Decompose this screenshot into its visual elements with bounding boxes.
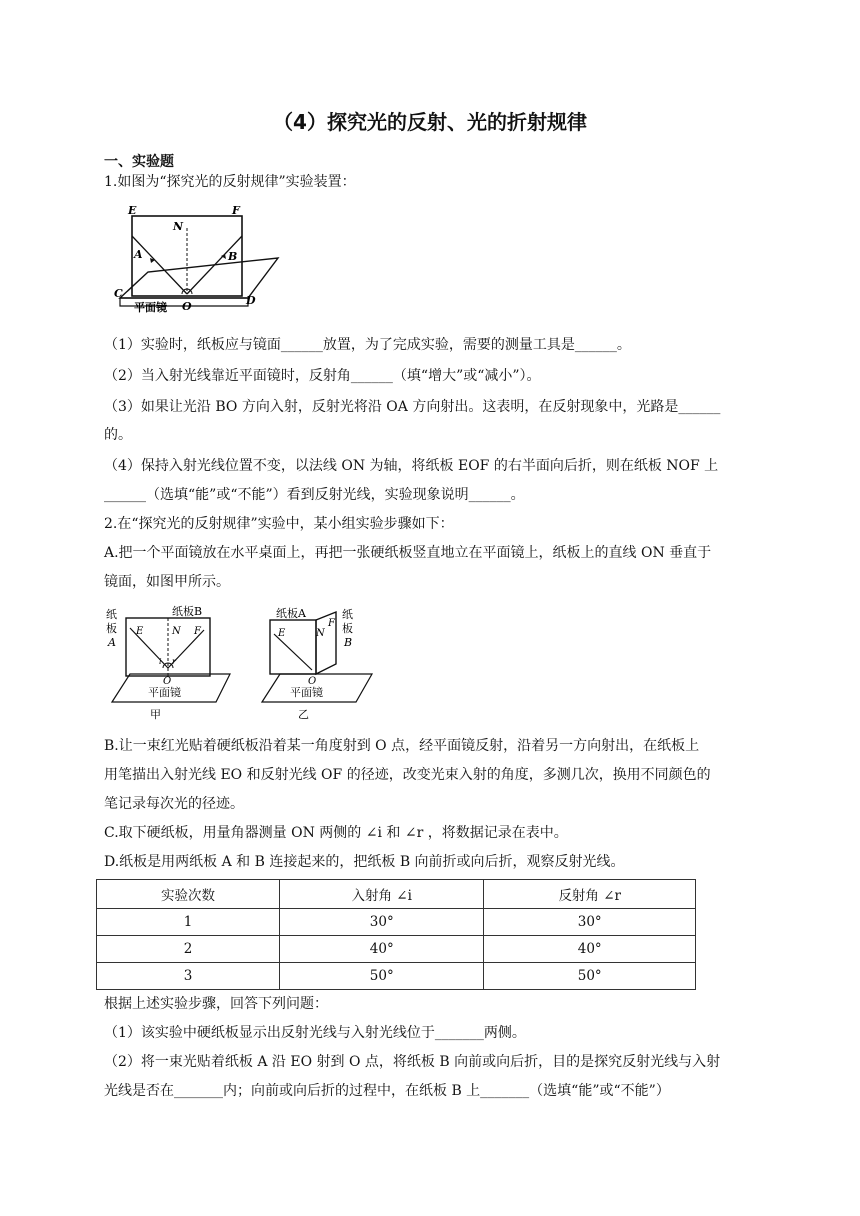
fig-right-N: N: [316, 628, 325, 639]
table-header: 入射角 ∠i: [280, 880, 484, 909]
q2-after-text: 根据上述实验步骤，回答下列问题：: [104, 996, 328, 1012]
fig-right-side-1: 纸: [342, 608, 353, 621]
q2-sub1: （1）该实验中硬纸板显示出反射光线与入射光线位于_______两侧。: [104, 1025, 526, 1041]
fig-left-side-1: 纸: [106, 608, 117, 621]
q2-sub2a: （2）将一束光贴着纸板 A 沿 EO 射到 O 点，将纸板 B 向前或向后折，目的是探究反射光线与入射: [104, 1054, 721, 1070]
fig-left-mirror: 平面镜: [148, 686, 181, 699]
fig-left-E: E: [136, 626, 144, 637]
fig-left-caption: 甲: [150, 708, 161, 721]
angle-table: [96, 879, 696, 990]
table-header: 反射角 ∠r: [484, 880, 696, 909]
fig-right-boardA: 纸板A: [276, 607, 306, 620]
fig-left-N: N: [172, 626, 181, 637]
table-cell: 30°: [484, 909, 696, 936]
q2-stepA-line2: 镜面，如图甲所示。: [104, 574, 230, 590]
table-cell: 30°: [280, 909, 484, 936]
fig1-label-D: D: [246, 294, 256, 307]
q2-stepA-line1: A.把一个平面镜放在水平桌面上，再把一张硬纸板竖直地立在平面镜上，纸板上的直线 ON 垂直于: [104, 545, 712, 561]
fig1-label-B: B: [228, 250, 238, 263]
table-cell: 1: [97, 909, 280, 936]
section-heading: 一、实验题: [104, 154, 174, 170]
fig-left-F: F: [194, 626, 201, 637]
q2-figure-left: [104, 604, 244, 724]
q2-stepC: C.取下硬纸板，用量角器测量 ON 两侧的 ∠i 和 ∠r ，将数据记录在表中。: [104, 825, 568, 841]
fig-right-mirror: 平面镜: [290, 686, 323, 699]
fig1-mirror-label: 平面镜: [134, 301, 167, 314]
fig-left-i: i: [159, 657, 162, 666]
fig-left-side-3: A: [108, 636, 116, 649]
q2-stepB-line2: 用笔描出入射光线 EO 和反射光线 OF 的径迹，改变光束入射的角度，多测几次，换用不同颜色的: [104, 767, 711, 783]
fig-left-r: r: [172, 657, 176, 666]
table-row: [97, 909, 696, 936]
fig-right-E: E: [278, 628, 286, 639]
q2-stem: 2.在“探究光的反射规律”实验中，某小组实验步骤如下：: [104, 516, 454, 532]
q2-stepB-line3: 笔记录每次光的径迹。: [104, 796, 244, 812]
q1-part3a: （3）如果让光沿 BO 方向入射，反射光将沿 OA 方向射出。这表明，在反射现象中，光路是______: [104, 399, 721, 415]
q2-sub2b: 光线是否在_______内；向前或向后折的过程中，在纸板 B 上_______（选填“能”或“不能”）: [104, 1083, 670, 1099]
table-cell: 40°: [484, 936, 696, 963]
fig1-label-F: F: [232, 204, 240, 217]
page-title: （4）探究光的反射、光的折射规律: [273, 110, 587, 134]
fig-left-O: O: [163, 676, 172, 687]
fig1-label-N: N: [173, 220, 184, 233]
q1-part2: （2）当入射光线靠近平面镜时，反射角______（填“增大”或“减小”）。: [104, 368, 541, 384]
fig1-label-A: A: [134, 248, 143, 261]
fig-right-caption: 乙: [298, 708, 309, 721]
q2-figure-right: [256, 604, 386, 724]
q1-stem: 1.如图为“探究光的反射规律”实验装置：: [104, 174, 356, 190]
q2-stepD: D.纸板是用两纸板 A 和 B 连接起来的，把纸板 B 向前折或向后折，观察反射光线。: [104, 854, 625, 870]
q1-part4a: （4）保持入射光线位置不变，以法线 ON 为轴，将纸板 EOF 的右半面向后折，则在纸板 NOF 上: [104, 458, 719, 474]
table-cell: 2: [97, 936, 280, 963]
fig1-label-E: E: [128, 204, 137, 217]
fig-right-O: O: [308, 676, 317, 687]
q1-part3b: 的。: [104, 427, 132, 443]
table-row: [97, 936, 696, 963]
table-cell: 50°: [280, 963, 484, 990]
fig-left-side-2: 板: [106, 622, 117, 635]
fig-right-side-2: 板: [342, 622, 353, 635]
table-row: [97, 963, 696, 990]
table-cell: 3: [97, 963, 280, 990]
q1-part4b: ______（选填“能”或“不能”）看到反射光线，实验现象说明______。: [104, 487, 525, 503]
fig-right-F: F: [328, 618, 335, 629]
fig-left-boardB: 纸板B: [172, 605, 203, 618]
fig-right-side-3: B: [344, 636, 353, 649]
q2-stepB-line1: B.让一束红光贴着硬纸板沿着某一角度射到 O 点，经平面镜反射，沿着另一方向射出，在纸板上: [104, 738, 700, 754]
q1-figure: [108, 202, 288, 318]
table-header: 实验次数: [97, 880, 280, 909]
q1-part1: （1）实验时，纸板应与镜面______放置，为了完成实验，需要的测量工具是______。: [104, 337, 631, 353]
fig1-label-C: C: [114, 287, 123, 300]
table-header-row: [97, 880, 696, 909]
fig1-label-O: O: [182, 300, 192, 313]
table-cell: 40°: [280, 936, 484, 963]
table-cell: 50°: [484, 963, 696, 990]
